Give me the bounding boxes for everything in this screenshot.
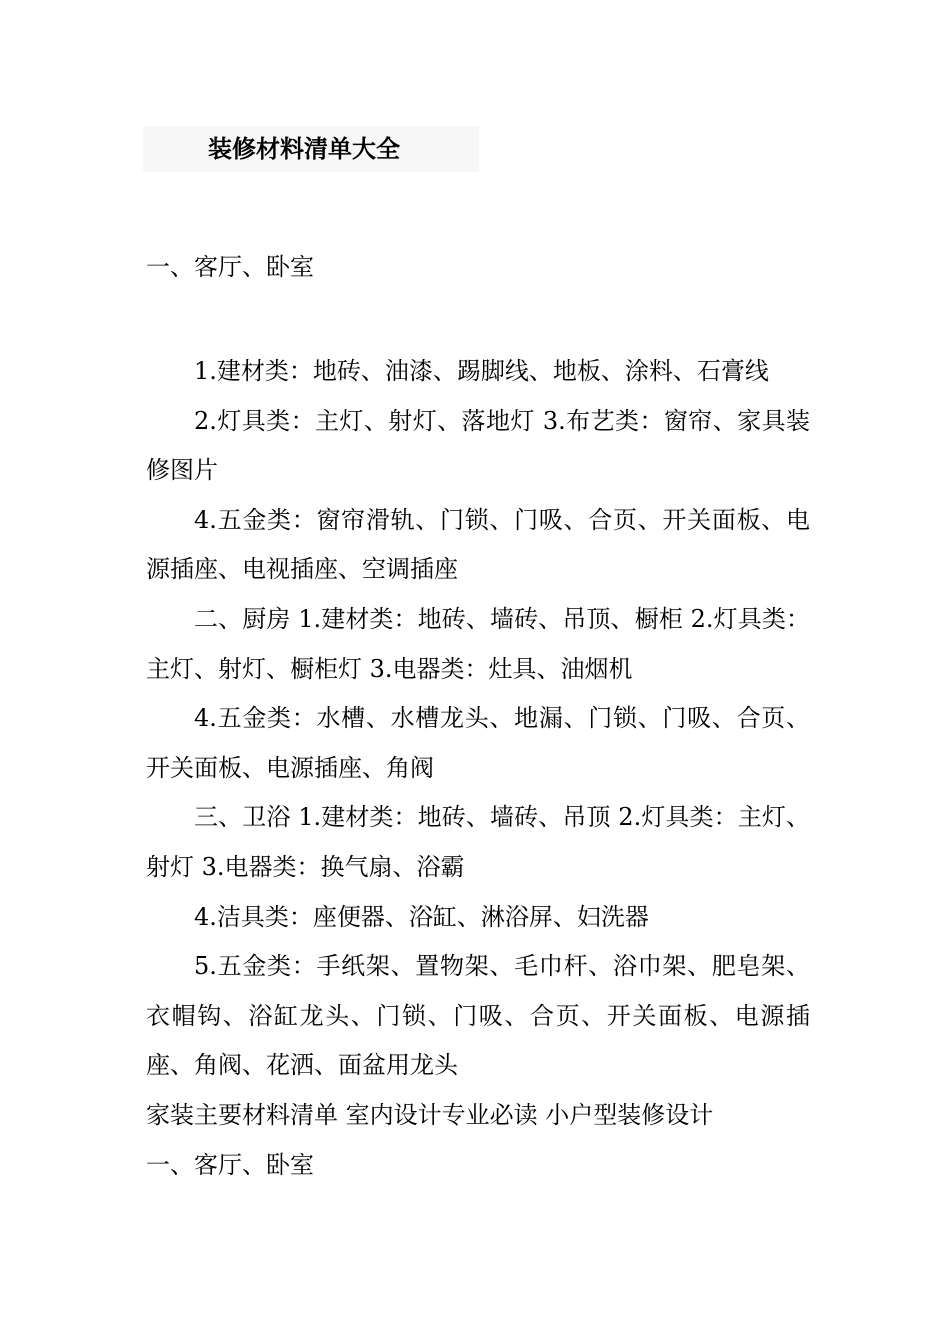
paragraph-building-materials: 1.建材类：地砖、油漆、踢脚线、地板、涂料、石膏线 xyxy=(194,357,769,385)
paragraph-sanitary-ware: 4.洁具类：座便器、浴缸、淋浴屏、妇洗器 xyxy=(194,902,649,931)
paragraph-bathroom-hardware: 5.五金类：手纸架、置物架、毛巾杆、浴巾架、肥皂架、衣帽钩、浴缸龙头、门锁、门吸、合页、开关面板、电源插座、角阀、花洒、面盆用龙头 xyxy=(146,952,810,1080)
section-heading-living-bedroom-repeat: 一、客厅、卧室 xyxy=(146,1150,314,1179)
paragraph-kitchen: 二、厨房 1.建材类：地砖、墙砖、吊顶、橱柜 2.灯具类：主灯、射灯、橱柜灯 3.电器类：灶具、油烟机 xyxy=(146,604,810,683)
document-body xyxy=(146,347,810,1190)
paragraph-lighting-fabric: 2.灯具类：主灯、射灯、落地灯 3.布艺类：窗帘、家具装修图片 xyxy=(146,406,810,485)
section-heading-living-bedroom: 一、客厅、卧室 xyxy=(146,253,314,281)
document-title: 装修材料清单大全 xyxy=(208,135,400,163)
paragraph-hardware: 4.五金类：窗帘滑轨、门锁、门吸、合页、开关面板、电源插座、电视插座、空调插座 xyxy=(146,505,810,584)
footer-line: 家装主要材料清单 室内设计专业必读 小户型装修设计 xyxy=(146,1100,714,1129)
paragraph-bathroom: 三、卫浴 1.建材类：地砖、墙砖、吊顶 2.灯具类：主灯、射灯 3.电器类：换气扇、浴霸 xyxy=(146,803,810,881)
paragraph-kitchen-hardware: 4.五金类：水槽、水槽龙头、地漏、门锁、门吸、合页、开关面板、电源插座、角阀 xyxy=(146,704,810,782)
